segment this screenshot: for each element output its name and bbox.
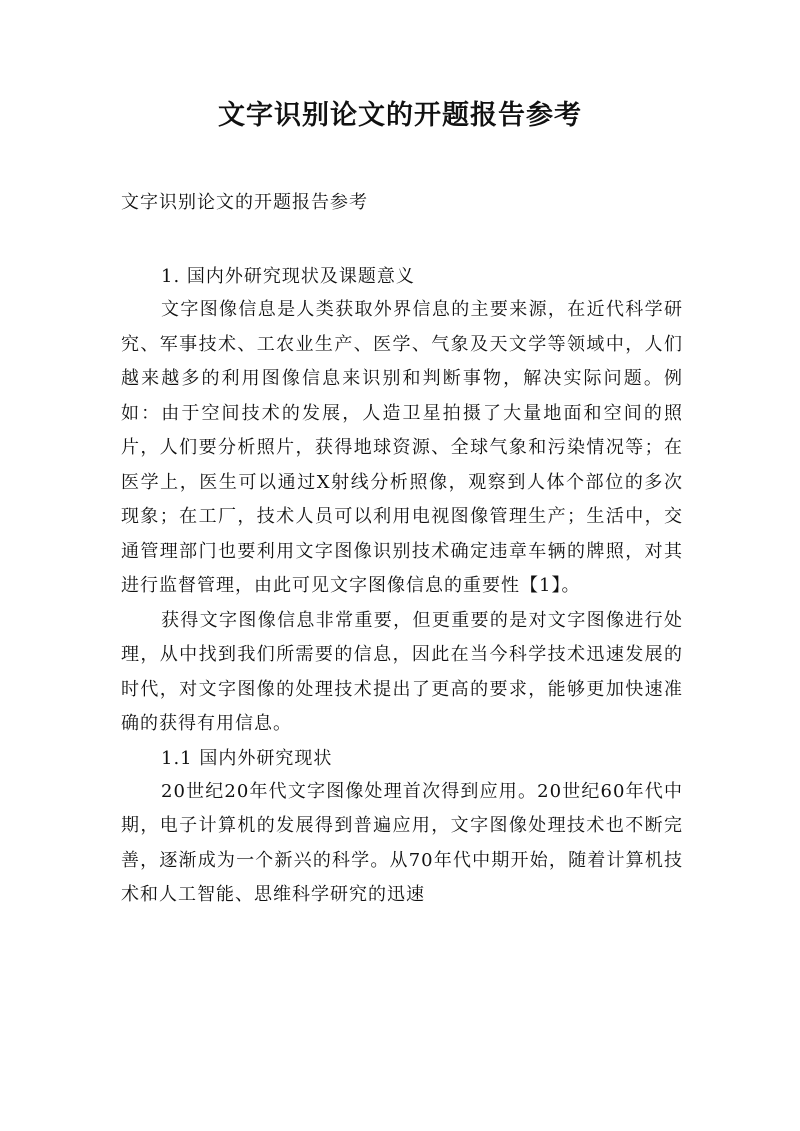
section-heading: 1.1 国内外研究现状 (161, 747, 333, 769)
document-body (121, 260, 683, 913)
section-heading: 1. 国内外研究现状及课题意义 (161, 266, 415, 287)
document-title: 文字识别论文的开题报告参考 (218, 100, 582, 131)
document-subtitle: 文字识别论文的开题报告参考 (121, 192, 368, 213)
paragraph: 文字图像信息是人类获取外界信息的主要来源，在近代科学研究、军事技术、工农业生产、医学、气象及天文学等领域中，人们越来越多的利用图像信息来识别和判断事物，解决实际问题。例如：由于空间技术的发展，人造卫星拍摄了大量地面和空间的照片，人们要分析照片，获得地球资源、全球气象和污染情况等；在医学上，医生可以通过X射线分析照像，观察到人体个部位的多次现象；在工厂，技术人员可以利用电视图像管理生产；生活中，交通管理部门也要利用文字图像识别技术确定违章车辆的牌照，对其进行监督管理，由此可见文字图像信息的重要性【1】。 (121, 299, 683, 596)
paragraph: 20世纪20年代文字图像处理首次得到应用。20世纪60年代中期，电子计算机的发展得到普遍应用，文字图像处理技术也不断完善，逐渐成为一个新兴的科学。从70年代中期开始，随着计算机技术和人工智能、思维科学研究的迅速 (121, 780, 683, 905)
paragraph: 获得文字图像信息非常重要，但更重要的是对文字图像进行处理，从中找到我们所需要的信息，因此在当今科学技术迅速发展的时代，对文字图像的处理技术提出了更高的要求，能够更加快速准确的获得有用信息。 (121, 609, 683, 734)
